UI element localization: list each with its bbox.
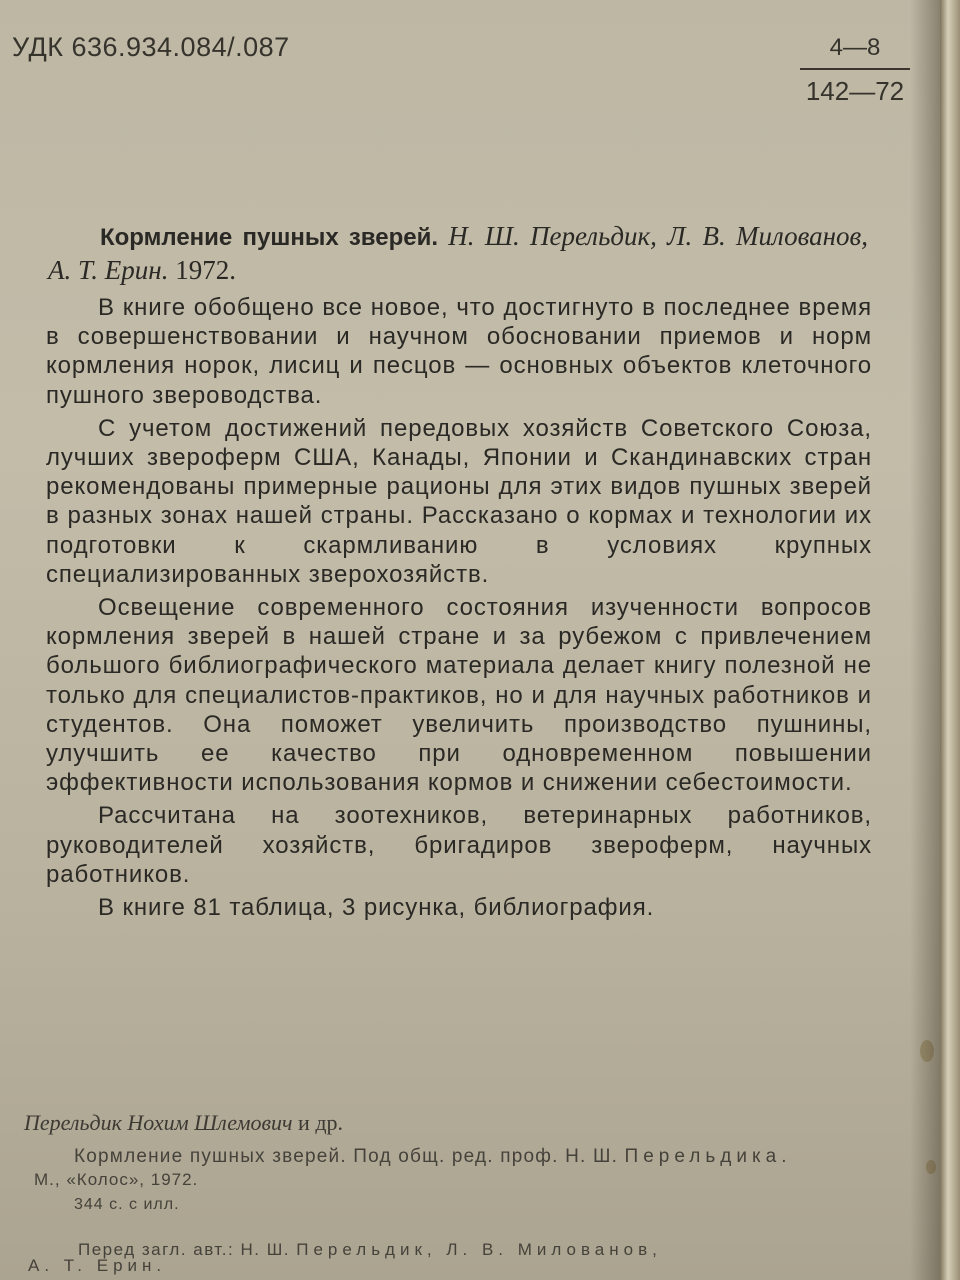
book-year: 1972. bbox=[175, 255, 236, 285]
bibliographic-publisher: М., «Колос», 1972. bbox=[34, 1170, 199, 1189]
annotation-paragraph: С учетом достижений передовых хозяйств Советского Союза, лучших звероферм США, Канады, Японии и Скандинавских стран рекомендованы примерные рационы для этих видов пушных зверей в разных зонах нашей страны. Рассказано о кормах и технологии их подготовки к скармливанию в условиях крупных специализированных зверохозяйств. bbox=[46, 414, 872, 588]
page-gutter-shadow bbox=[910, 0, 940, 1280]
bibliographic-note-continuation: А. Т. Ерин. bbox=[28, 1256, 167, 1275]
bibliographic-author bbox=[24, 1110, 343, 1136]
annotation-paragraph: В книге 81 таблица, 3 рисунка, библиография. bbox=[98, 894, 655, 922]
note-authors: Перельдик, Л. В. Милованов, bbox=[296, 1240, 662, 1259]
annotation-paragraph: Рассчитана на зоотехников, ветеринарных работников, руководителей хозяйств, бригадиров звероферм, научных работников. bbox=[46, 802, 872, 888]
page-edge bbox=[940, 0, 960, 1280]
fraction-line bbox=[800, 68, 910, 70]
author-name: Перельдик Нохим Шлемович bbox=[24, 1110, 293, 1135]
udk-code: УДК 636.934.084/.087 bbox=[12, 32, 290, 62]
annotation-body bbox=[46, 293, 872, 926]
author-suffix: и др. bbox=[298, 1110, 344, 1135]
bibliographic-title bbox=[74, 1146, 792, 1168]
annotation-paragraph: В книге обобщено все новое, что достигнуто в последнее время в совершенствовании и научном обосновании приемов и норм кормления норок, лисиц и песцов — основных объектов клеточного пушного звероводства. bbox=[46, 294, 872, 409]
book-authors: Н. Ш. Перельдик, Л. В. Милованов, А. Т. Ерин. bbox=[48, 221, 869, 285]
code-numerator: 4—8 bbox=[829, 34, 881, 61]
bib-editor: Перельдика. bbox=[624, 1146, 792, 1167]
code-denominator: 142—72 bbox=[805, 76, 905, 106]
note-prefix: Перед загл. авт.: Н. Ш. bbox=[78, 1240, 291, 1259]
bib-title-text: Кормление пушных зверей. Под общ. ред. проф. Н. Ш. bbox=[74, 1146, 619, 1167]
bibliographic-pages: 344 с. с илл. bbox=[74, 1196, 180, 1213]
book-title: Кормление пушных зверей. bbox=[100, 224, 439, 251]
annotation-heading bbox=[48, 220, 868, 287]
annotation-paragraph: Освещение современного состояния изученности вопросов кормления зверей в нашей стране и за рубежом с привлечением большого библиографического материала делает книгу полезной не только для специалистов-практиков, но и для научных работников и студентов. Она поможет увеличить производство пушнины, улучшить ее качество при одновременном повышении эффективности использования кормов и снижении себестоимости. bbox=[46, 594, 872, 797]
classification-code bbox=[800, 34, 910, 107]
